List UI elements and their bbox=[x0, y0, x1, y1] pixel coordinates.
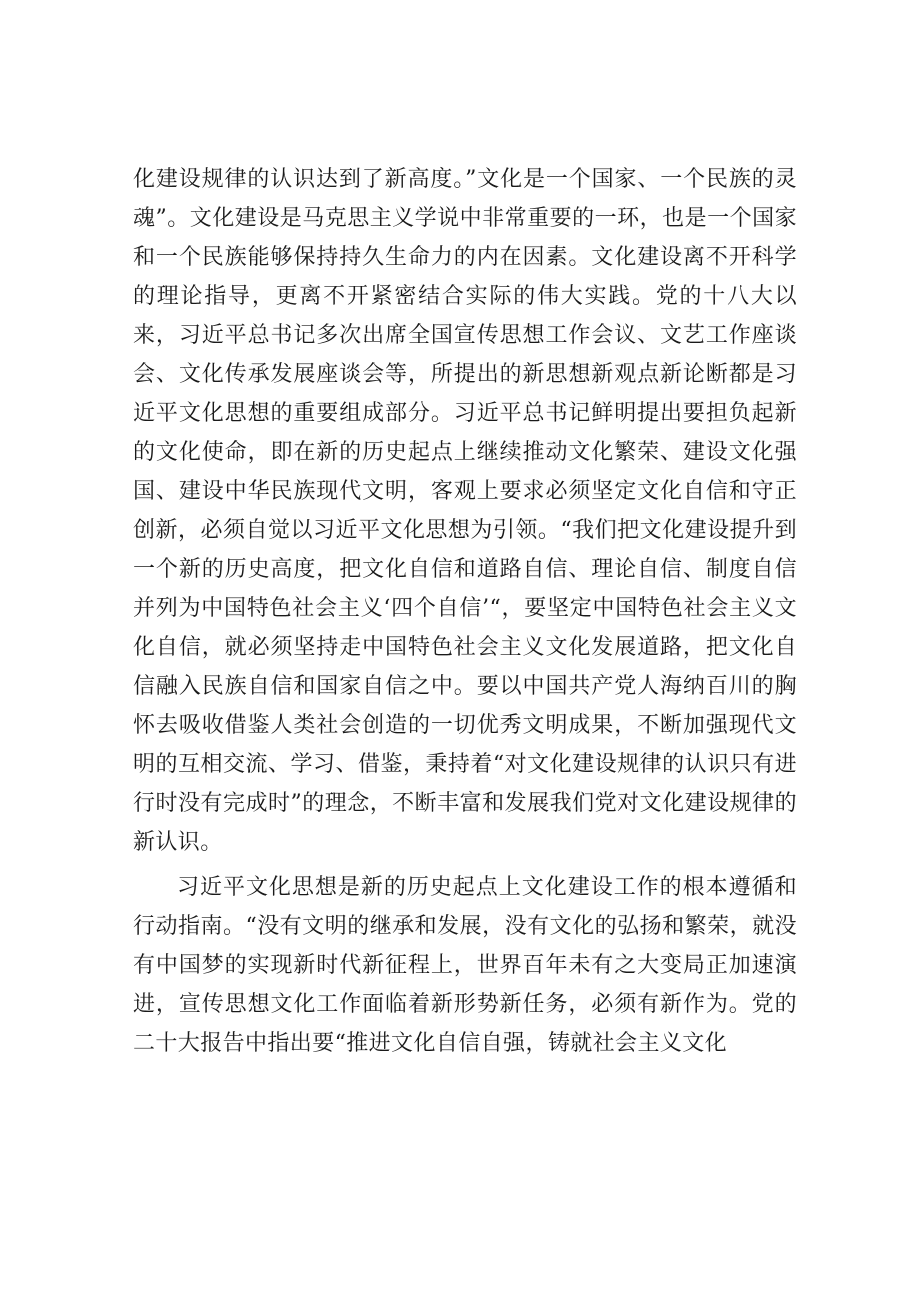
document-body bbox=[133, 160, 797, 1063]
paragraph-1: 化建设规律的认识达到了新高度。”文化是一个国家、一个民族的灵魂”。文化建设是马克思主义学说中非常重要的一环，也是一个国家和一个民族能够保持持久生命力的内在因素。文化建设离不开科学的理论指导，更离不开紧密结合实际的伟大实践。党的十八大以来，习近平总书记多次出席全国宣传思想工作会议、文艺工作座谈会、文化传承发展座谈会等，所提出的新思想新观点新论断都是习近平文化思想的重要组成部分。习近平总书记鲜明提出要担负起新的文化使命，即在新的历史起点上继续推动文化繁荣、建设文化强国、建设中华民族现代文明，客观上要求必须坚定文化自信和守正创新，必须自觉以习近平文化思想为引领。“我们把文化建设提升到一个新的历史高度，把文化自信和道路自信、理论自信、制度自信并列为中国特色社会主义‘四个自信’“，要坚定中国特色社会主义文化自信，就必须坚持走中国特色社会主义文化发展道路，把文化自信融入民族自信和国家自信之中。要以中国共产党人海纳百川的胸怀去吸收借鉴人类社会创造的一切优秀文明成果，不断加强现代文明的互相交流、学习、借鉴，秉持着“对文化建设规律的认识只有进行时没有完成时”的理念，不断丰富和发展我们党对文化建设规律的新认识。 bbox=[133, 167, 797, 855]
paragraph-2: 习近平文化思想是新的历史起点上文化建设工作的根本遵循和行动指南。“没有文明的继承和发展，没有文化的弘扬和繁荣，就没有中国梦的实现新时代新征程上，世界百年未有之大变局正加速演进，宣传思想文化工作面临着新形势新任务，必须有新作为。党的二十大报告中指出要“推进文化自信自强，铸就社会主义文化 bbox=[133, 875, 797, 1056]
